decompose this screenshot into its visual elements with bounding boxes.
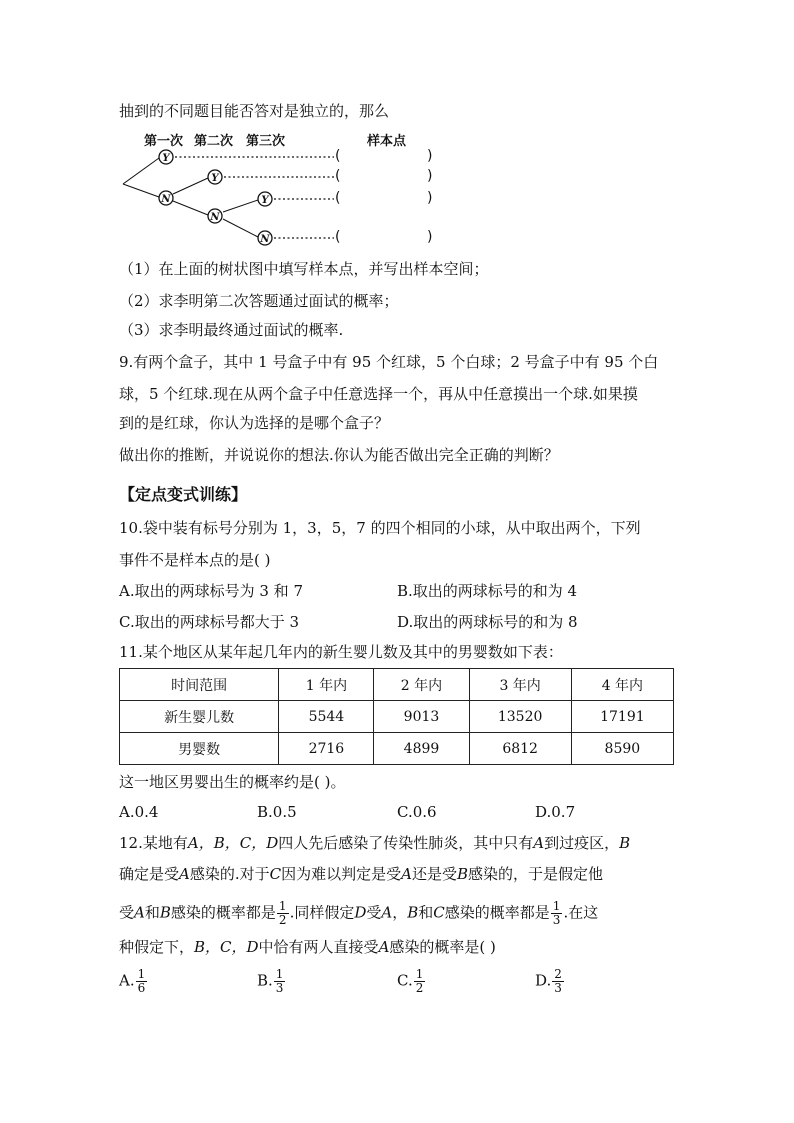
- table-header-cell: 时间范围: [120, 669, 279, 701]
- tree-diagram: [119, 127, 449, 252]
- q10-option-a: A.取出的两球标号为 3 和 7: [119, 582, 303, 600]
- branch-line: [123, 158, 159, 184]
- tree-header-sample-points: 样本点: [367, 134, 407, 149]
- table-header-row: [120, 669, 674, 701]
- q12-line-3: 受A和B感染的概率都是 $\frac{1}{2}$ .同样假定D受A，B和C感染的概率都是 $\frac{1}{3}$ .在这: [119, 899, 599, 927]
- q9-line-3: 到的是红球，你认为选择的是哪个盒子？: [119, 414, 390, 432]
- table-cell: 8590: [571, 733, 673, 765]
- table-cell: 9013: [374, 701, 469, 733]
- table-row: [120, 701, 674, 733]
- paren-close: ): [427, 168, 433, 184]
- paren-open: (: [335, 168, 341, 184]
- paren-open: (: [335, 148, 341, 164]
- tree-header-second: 第二次: [194, 134, 234, 149]
- q10-line-1: 10.袋中装有标号分别为 1，3，5，7 的四个相同的小球，从中取出两个，下列: [119, 519, 641, 537]
- q12-option-d: D. $\frac{2}{3}$: [535, 967, 562, 995]
- paren-open: (: [335, 190, 341, 206]
- paren-close: ): [427, 229, 433, 245]
- branch-line: [123, 184, 159, 197]
- table-cell: 2716: [279, 733, 374, 765]
- fraction-third: $\frac{1}{3}$: [552, 899, 561, 927]
- q10-line-2: 事件不是样本点的是( ): [119, 551, 271, 569]
- q10-option-d: D.取出的两球标号的和为 8: [397, 613, 578, 631]
- table-header-cell: 3 年内: [469, 669, 571, 701]
- q8-part-1: （1）在上面的树状图中填写样本点，并写出样本空间；: [119, 260, 489, 278]
- q11-line-2: 这一地区男婴出生的概率约是( )。: [119, 773, 346, 791]
- paren-close: ): [427, 190, 433, 206]
- q11-option-a: A.0.4: [119, 803, 159, 821]
- section-title: 【定点变式训练】: [119, 485, 248, 504]
- q9-line-2: 球，5 个红球.现在从两个盒子中任意选择一个，再从中任意摸出一个球.如果摸: [119, 385, 638, 403]
- q12-option-c: C. $\frac{1}{2}$: [397, 967, 424, 995]
- q10-option-b: B.取出的两球标号的和为 4: [397, 582, 578, 600]
- branch-line: [173, 178, 208, 194]
- table-header-cell: 4 年内: [571, 669, 673, 701]
- q10-option-c: C.取出的两球标号都大于 3: [119, 613, 300, 631]
- table-cell: 4899: [374, 733, 469, 765]
- intro-line: 抽到的不同题目能否答对是独立的，那么: [119, 102, 390, 120]
- node-n: N: [210, 212, 220, 223]
- table-header-cell: 2 年内: [374, 669, 469, 701]
- node-y: Y: [261, 195, 269, 206]
- branch-line: [173, 201, 208, 215]
- q11-option-b: B.0.5: [257, 803, 297, 821]
- branch-line: [223, 200, 258, 212]
- q11-option-c: C.0.6: [397, 803, 437, 821]
- node-y: Y: [211, 173, 219, 184]
- q9-line-1: 9.有两个盒子，其中 1 号盒子中有 95 个红球，5 个白球；2 号盒子中有 95 个白: [119, 353, 659, 371]
- branch-line: [223, 219, 258, 237]
- tree-header-third: 第三次: [246, 134, 286, 149]
- node-n: N: [161, 194, 171, 205]
- q8-part-2: （2）求李明第二次答题通过面试的概率；: [119, 292, 399, 310]
- birth-table: [119, 668, 674, 765]
- q12-line-1: 12.某地有A，B，C，D四人先后感染了传染性肺炎，其中只有A到过疫区，B: [119, 834, 631, 852]
- table-cell: 新生婴儿数: [120, 701, 279, 733]
- q11-option-d: D.0.7: [535, 803, 576, 821]
- q11-line-1: 11.某个地区从某年起几年内的新生婴儿数及其中的男婴数如下表：: [119, 643, 563, 661]
- table-cell: 6812: [469, 733, 571, 765]
- table-cell: 5544: [279, 701, 374, 733]
- table-cell: 17191: [571, 701, 673, 733]
- q8-part-3: （3）求李明最终通过面试的概率.: [119, 321, 344, 339]
- table-header-cell: 1 年内: [279, 669, 374, 701]
- q12-option-a: A. $\frac{1}{6}$: [119, 967, 146, 995]
- table-row: [120, 733, 674, 765]
- paren-close: ): [427, 148, 433, 164]
- fraction-half: $\frac{1}{2}$: [278, 899, 287, 927]
- table-cell: 男婴数: [120, 733, 279, 765]
- node-n: N: [260, 234, 270, 245]
- paren-open: (: [335, 229, 341, 245]
- q12-line-2: 确定是受A感染的.对于C因为难以判定是受A还是受B感染的，于是假定他: [119, 865, 604, 883]
- q9-line-4: 做出你的推断，并说说你的想法.你认为能否做出完全正确的判断？: [119, 446, 559, 464]
- q12-line-4: 种假定下，B，C，D中恰有两人直接受A感染的概率是( ): [119, 938, 496, 956]
- tree-header-first: 第一次: [144, 134, 184, 149]
- q12-option-b: B. $\frac{1}{3}$: [257, 967, 284, 995]
- table-cell: 13520: [469, 701, 571, 733]
- node-y: Y: [162, 153, 170, 164]
